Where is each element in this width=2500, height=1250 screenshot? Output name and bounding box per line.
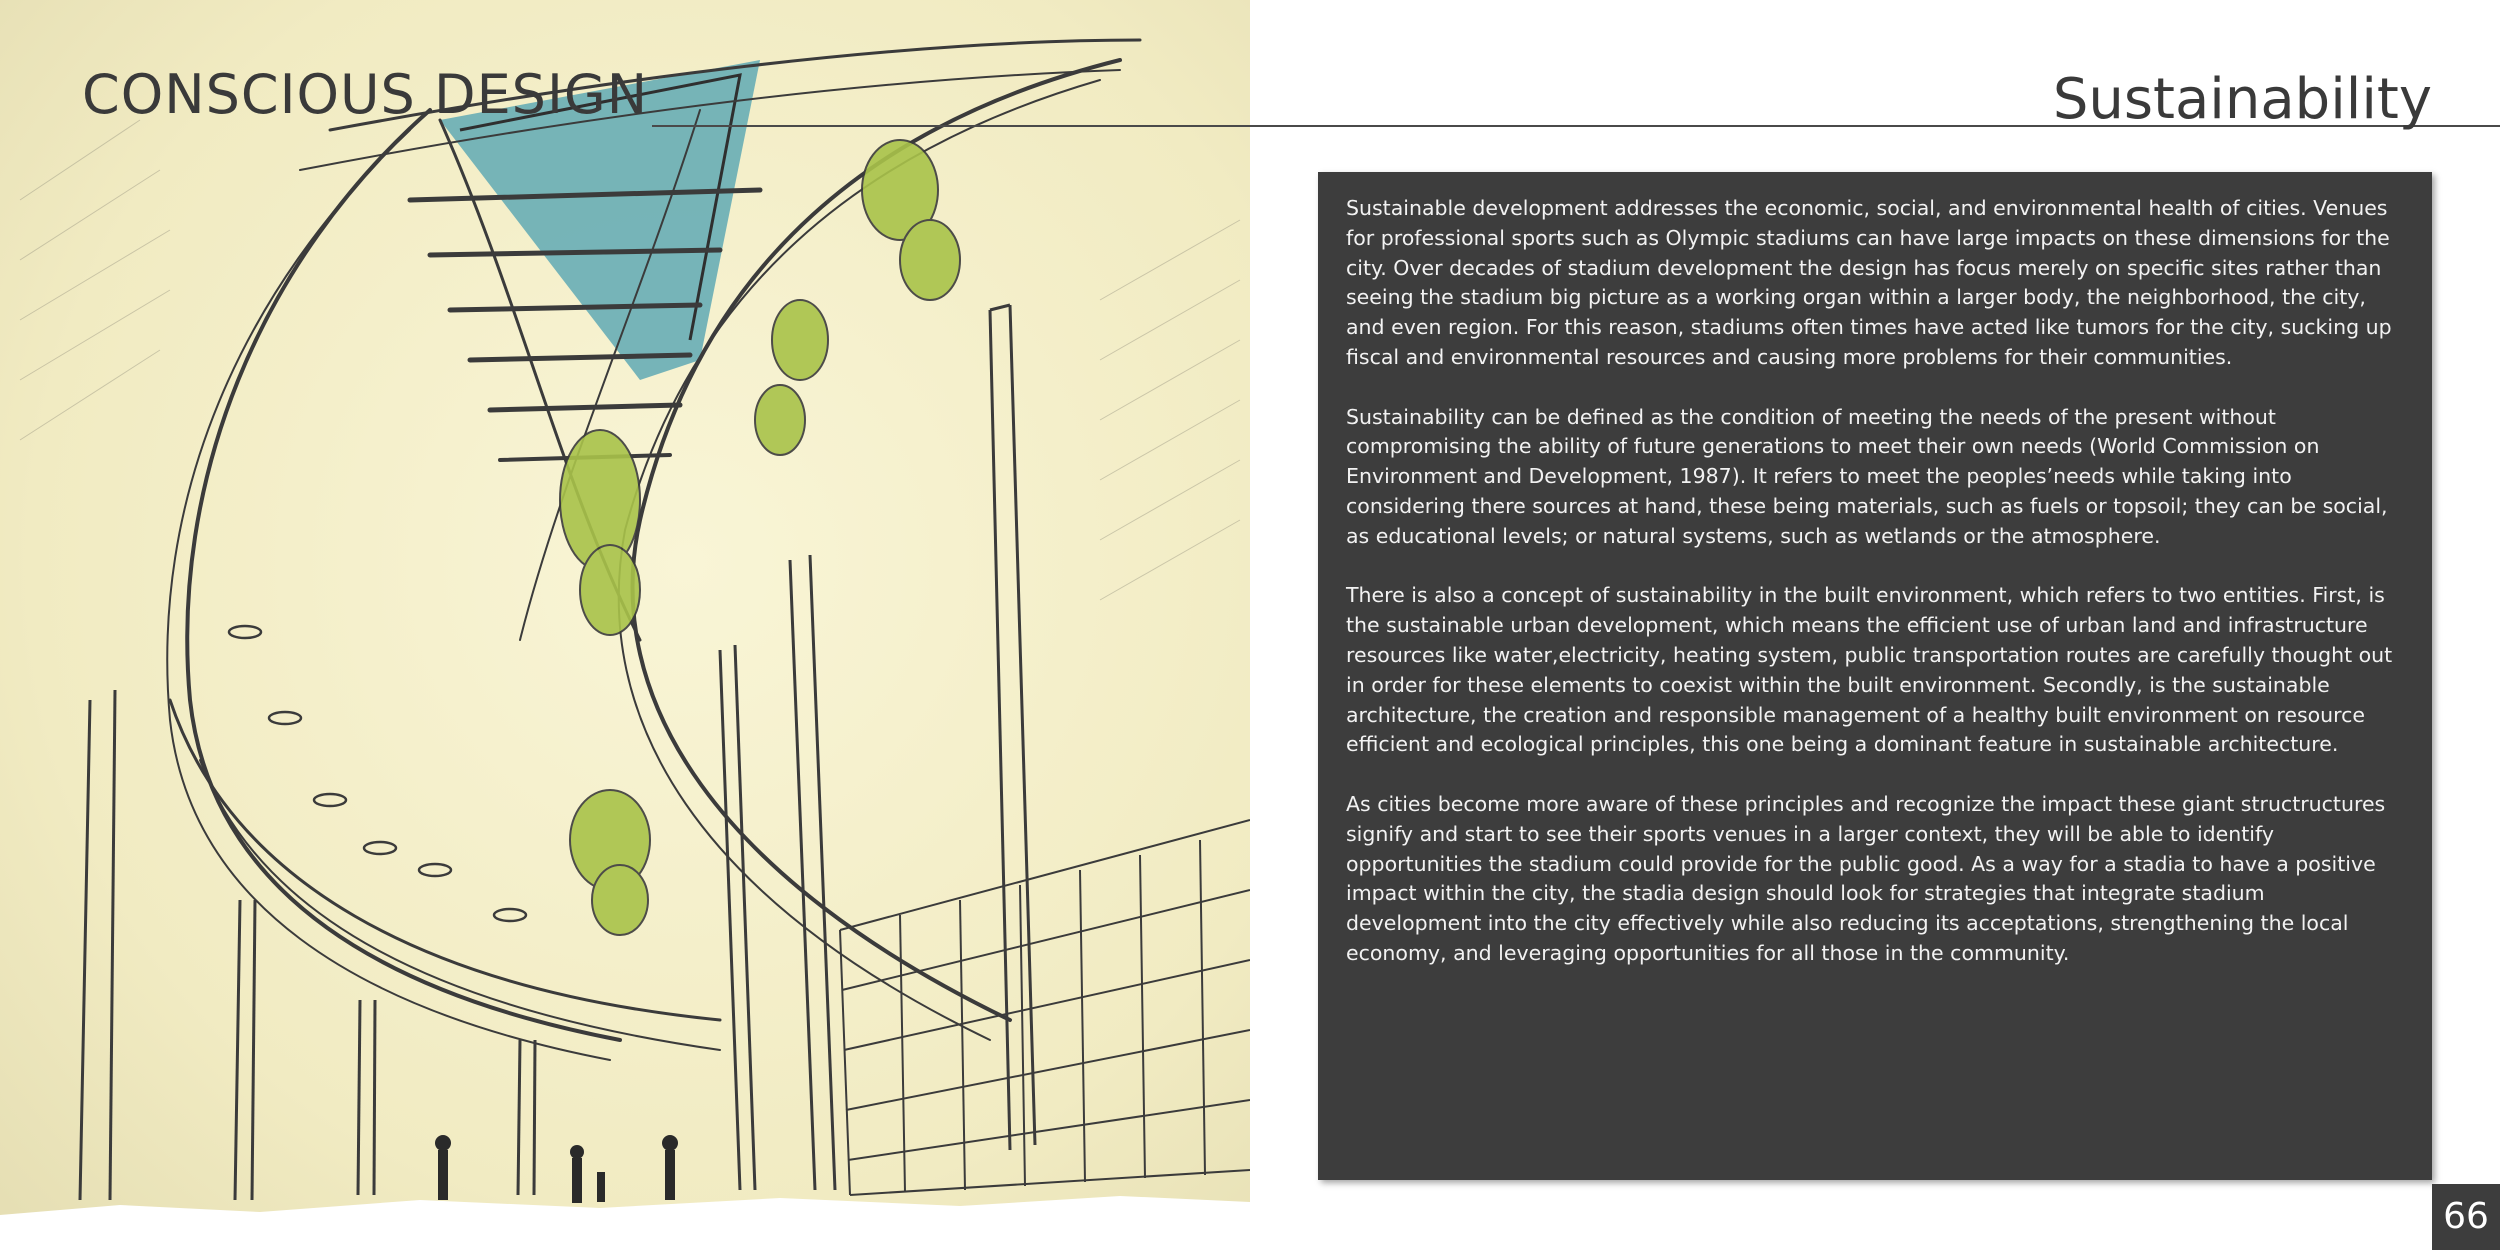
section-title: CONSCIOUS DESIGN	[82, 63, 649, 126]
body-text	[1346, 194, 2406, 999]
paragraph: As cities become more aware of these principles and recognize the impact these giant structructures signify and start to see their sports venues in a larger context, they will be able to identify opportunities the stadium could provide for the public good. As a way for a stadia to have a positive impact within the city, the stadia design should look for strategies that integrate stadium development into the city effectively while also reducing its acceptations, strengthening the local economy, and leveraging opportunities for all those in the community.	[1346, 791, 2386, 965]
paragraph: Sustainable development addresses the economic, social, and environmental health of cities. Venues for professional sports such as Olympic stadiums can have large impacts on these dimensions for the city. Over decades of stadium development the design has focus merely on specific sites rather than seeing the stadium big picture as a working organ within a larger body, the neighborhood, the city, and even region. For this reason, stadiums often times have acted like tumors for the city, sucking up fiscal and environmental resources and causing more problems for their communities.	[1346, 196, 2392, 369]
paragraph: There is also a concept of sustainability in the built environment, which refers to two entities. First, is the sustainable urban development, which means the efficient use of urban land and infrastructure resources like water,electricity, heating system, public transportation routes are carefully thought out in order for these elements to coexist within the built environment. Secondly, is the sustainable architecture, the creation and responsible management of a healthy built environment on resource efficient and ecological principles, this one being a dominant feature in sustainable architecture.	[1346, 583, 2393, 757]
paragraph: Sustainability can be defined as the condition of meeting the needs of the present without compromising the ability of future generations to meet their own needs (World Commission on Environment and Development, 1987). It refers to meet the peoples’needs while taking into considering there sources at hand, these being materials, such as fuels or topsoil; they can be social, as educational levels; or natural systems, such as wetlands or the atmosphere.	[1346, 404, 2388, 548]
body-text-box	[1318, 172, 2432, 1180]
page-heading: Sustainability	[2052, 67, 2432, 132]
page-number: 66	[2432, 1184, 2500, 1250]
